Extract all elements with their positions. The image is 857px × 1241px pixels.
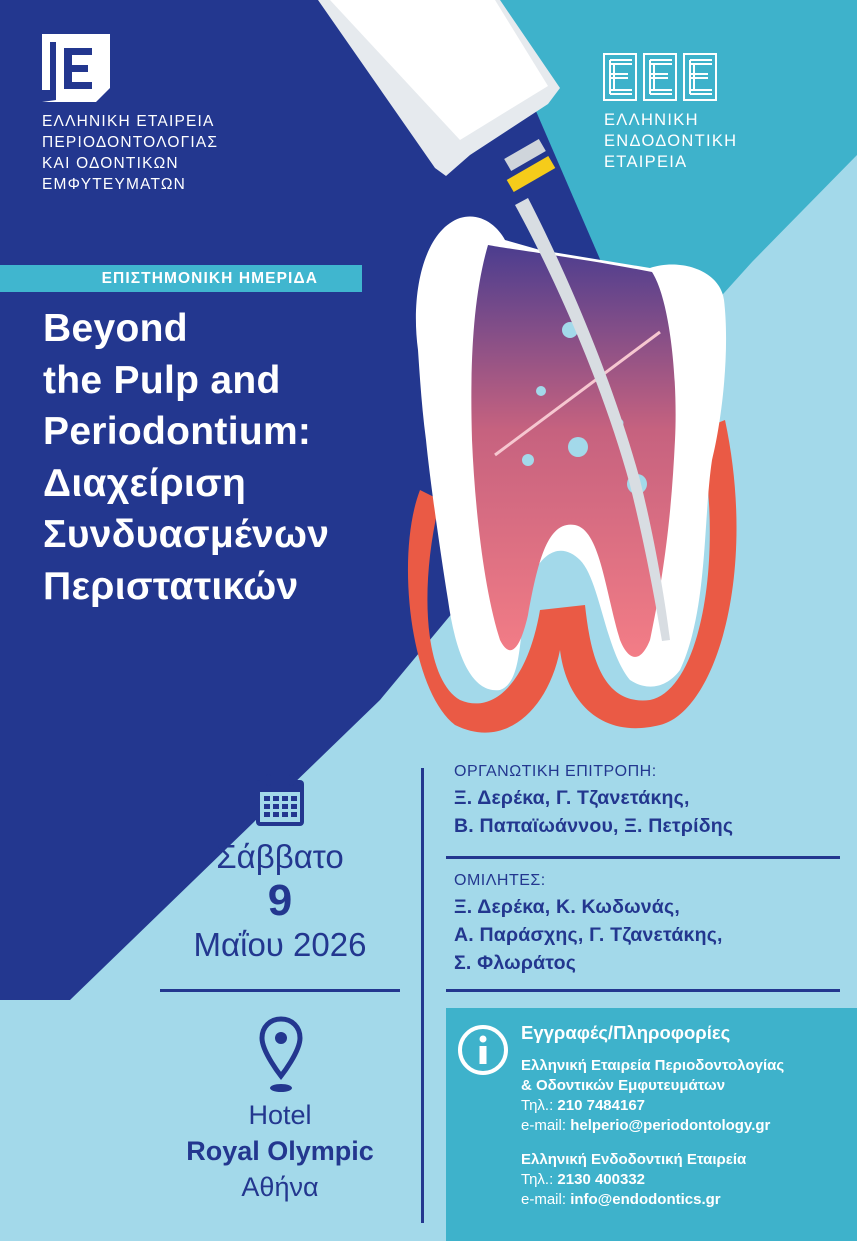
speakers-label: ΟΜΙΛΗΤΕΣ: — [454, 872, 546, 889]
title-line: the Pulp and — [43, 358, 281, 402]
speakers-names: Ξ. Δερέκα, Κ. Κωδωνάς, Α. Παράσχης, Γ. Τζανετάκης, Σ. Φλωράτος — [454, 896, 723, 974]
venue-hotel-name: Royal Olympic — [186, 1136, 374, 1166]
org1-email: helperio@periodontology.gr — [570, 1117, 771, 1134]
title-line: Συνδυασμένων — [43, 513, 330, 556]
title-line: Περιστατικών — [43, 564, 299, 608]
info-title: Εγγραφές/Πληροφορίες — [521, 1022, 731, 1043]
org2-phone: 2130 400332 — [557, 1171, 646, 1188]
org2-email: info@endodontics.gr — [570, 1191, 721, 1208]
title-line: Beyond — [43, 307, 188, 350]
event-date — [160, 838, 400, 964]
info-org2: Ελληνική Ενδοδοντική Εταιρεία Τηλ.: 2130 400332 e-mail: info@endodontics.gr — [521, 1151, 747, 1208]
committee-names: Ξ. Δερέκα, Γ. Τζανετάκης, Β. Παπαϊωάννου, Ξ. Πετρίδης — [454, 787, 734, 837]
logo-right-text: ΕΛΛΗΝΙΚΗ ΕΝΔΟΔΟΝΤΙΚΗ ΕΤΑΙΡΕΙΑ — [604, 111, 738, 171]
eee-logo-icon — [602, 52, 717, 102]
org1-phone: 210 7484167 — [557, 1097, 646, 1114]
event-venue — [160, 1097, 400, 1205]
location-pin-icon — [259, 1016, 303, 1094]
committee-label: ΟΡΓΑΝΩΤΙΚΗ ΕΠΙΤΡΟΠΗ: — [454, 763, 657, 780]
venue-city: Αθήνα — [241, 1172, 319, 1202]
divider-speakers — [446, 989, 840, 992]
title-line: Διαχείριση — [43, 461, 247, 505]
event-title — [43, 303, 329, 612]
title-line: Periodontium: — [43, 410, 312, 453]
info-icon — [457, 1024, 509, 1076]
divider-date — [160, 989, 400, 992]
date-weekday: Σάββατο — [216, 838, 344, 875]
calendar-icon — [254, 772, 306, 828]
ee-logo-icon — [42, 34, 112, 104]
event-type-banner: ΕΠΙΣΤΗΜΟΝΙΚΗ ΗΜΕΡΙΔΑ — [0, 265, 362, 292]
date-day: 9 — [267, 876, 293, 925]
logo-left-text: ΕΛΛΗΝΙΚΗ ΕΤΑΙΡΕΙΑ ΠΕΡΙΟΔΟΝΤΟΛΟΓΙΑΣ ΚΑΙ ΟΔΟΝΤΙΚΩΝ ΕΜΦΥΤΕΥΜΑΤΩΝ — [42, 113, 219, 193]
divider-committee — [446, 856, 840, 859]
info-org1: Ελληνική Εταιρεία Περιοδοντολογίας & Οδοντικών Εμφυτευμάτων Τηλ.: 210 7484167 e-mail: helperio@periodontology.gr — [521, 1057, 785, 1134]
venue-line1: Hotel — [248, 1100, 312, 1130]
divider-vertical — [421, 768, 424, 1223]
date-month-year: Μαΐου 2026 — [193, 926, 367, 963]
